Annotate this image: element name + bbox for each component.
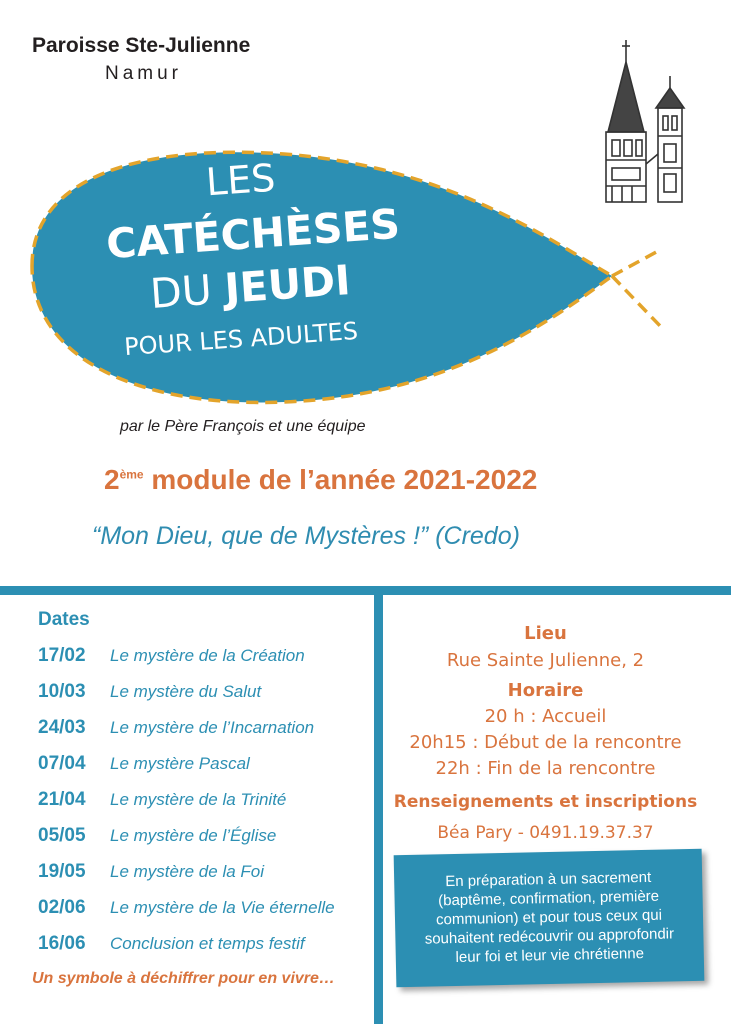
title-du: DU xyxy=(148,265,214,318)
module-heading xyxy=(104,464,537,496)
topic: Le mystère de l’Église xyxy=(110,826,277,845)
date: 02/06 xyxy=(38,897,86,918)
topic: Le mystère de la Vie éternelle xyxy=(110,898,335,917)
date: 19/05 xyxy=(38,861,86,882)
audience-note-line: (baptême, confirmation, première xyxy=(437,887,660,910)
date-row xyxy=(38,789,286,817)
parish-name: Paroisse Ste-Julienne xyxy=(32,34,251,57)
date-row xyxy=(38,897,335,925)
audience-note-line: leur foi et leur vie chrétienne xyxy=(455,945,645,966)
topic: Conclusion et temps festif xyxy=(110,934,305,953)
symbol-note: Un symbole à déchiffrer pour en vivre… xyxy=(32,970,335,987)
date-row xyxy=(38,645,305,673)
title-jeudi: JEUDI xyxy=(223,256,352,313)
audience-note-line: communion) et pour tous ceux qui xyxy=(435,906,663,929)
schedule-line-2: 20h15 : Début de la rencontre xyxy=(409,732,682,753)
date: 17/02 xyxy=(38,645,86,666)
topic: Le mystère du Salut xyxy=(110,682,262,701)
audience-note-line: En préparation à un sacrement xyxy=(445,868,652,891)
audience-note-line: souhaitent redécouvrir ou approfondir xyxy=(424,925,675,948)
topic: Le mystère de la Trinité xyxy=(110,790,287,809)
place-value: Rue Sainte Julienne, 2 xyxy=(446,650,645,671)
byline: par le Père François et une équipe xyxy=(120,418,366,435)
title-les: LES xyxy=(204,155,277,205)
date: 07/04 xyxy=(38,753,86,774)
date-row xyxy=(38,861,264,889)
vertical-divider xyxy=(374,595,383,1024)
title-pour-les-adultes: POUR LES ADULTES xyxy=(123,316,359,362)
date-row xyxy=(38,753,250,781)
date: 16/06 xyxy=(38,933,86,954)
topic: Le mystère Pascal xyxy=(110,754,250,773)
topic: Le mystère de la Foi xyxy=(110,862,265,881)
schedule-label: Horaire xyxy=(507,680,584,701)
date-row xyxy=(38,681,261,709)
contact-value: Béa Pary - 0491.19.37.37 xyxy=(437,823,654,843)
date: 10/03 xyxy=(38,681,86,702)
topic: Le mystère de l’Incarnation xyxy=(110,718,315,737)
module-suffix: ème xyxy=(119,467,144,482)
contact-label: Renseignements et inscriptions xyxy=(393,792,698,812)
audience-note-text xyxy=(402,867,696,968)
schedule-line-1: 20 h : Accueil xyxy=(484,706,607,727)
dates-title: Dates xyxy=(38,609,90,630)
date-row xyxy=(38,825,276,853)
parish-city: Namur xyxy=(105,63,183,84)
audience-note xyxy=(394,849,705,987)
title-catecheses: CATÉCHÈSES xyxy=(104,199,402,269)
horizontal-divider xyxy=(0,586,731,595)
schedule-line-3: 22h : Fin de la rencontre xyxy=(435,758,656,779)
date: 21/04 xyxy=(38,789,86,810)
date: 24/03 xyxy=(38,717,86,738)
topic: Le mystère de la Création xyxy=(110,646,305,665)
date-row xyxy=(38,933,305,961)
module-number: 2 xyxy=(104,464,120,495)
date-row xyxy=(38,717,314,745)
place-label: Lieu xyxy=(524,623,567,644)
date: 05/05 xyxy=(38,825,86,846)
motto: “Mon Dieu, que de Mystères !” (Credo) xyxy=(92,522,520,550)
module-text: module de l’année 2021-2022 xyxy=(151,464,538,495)
